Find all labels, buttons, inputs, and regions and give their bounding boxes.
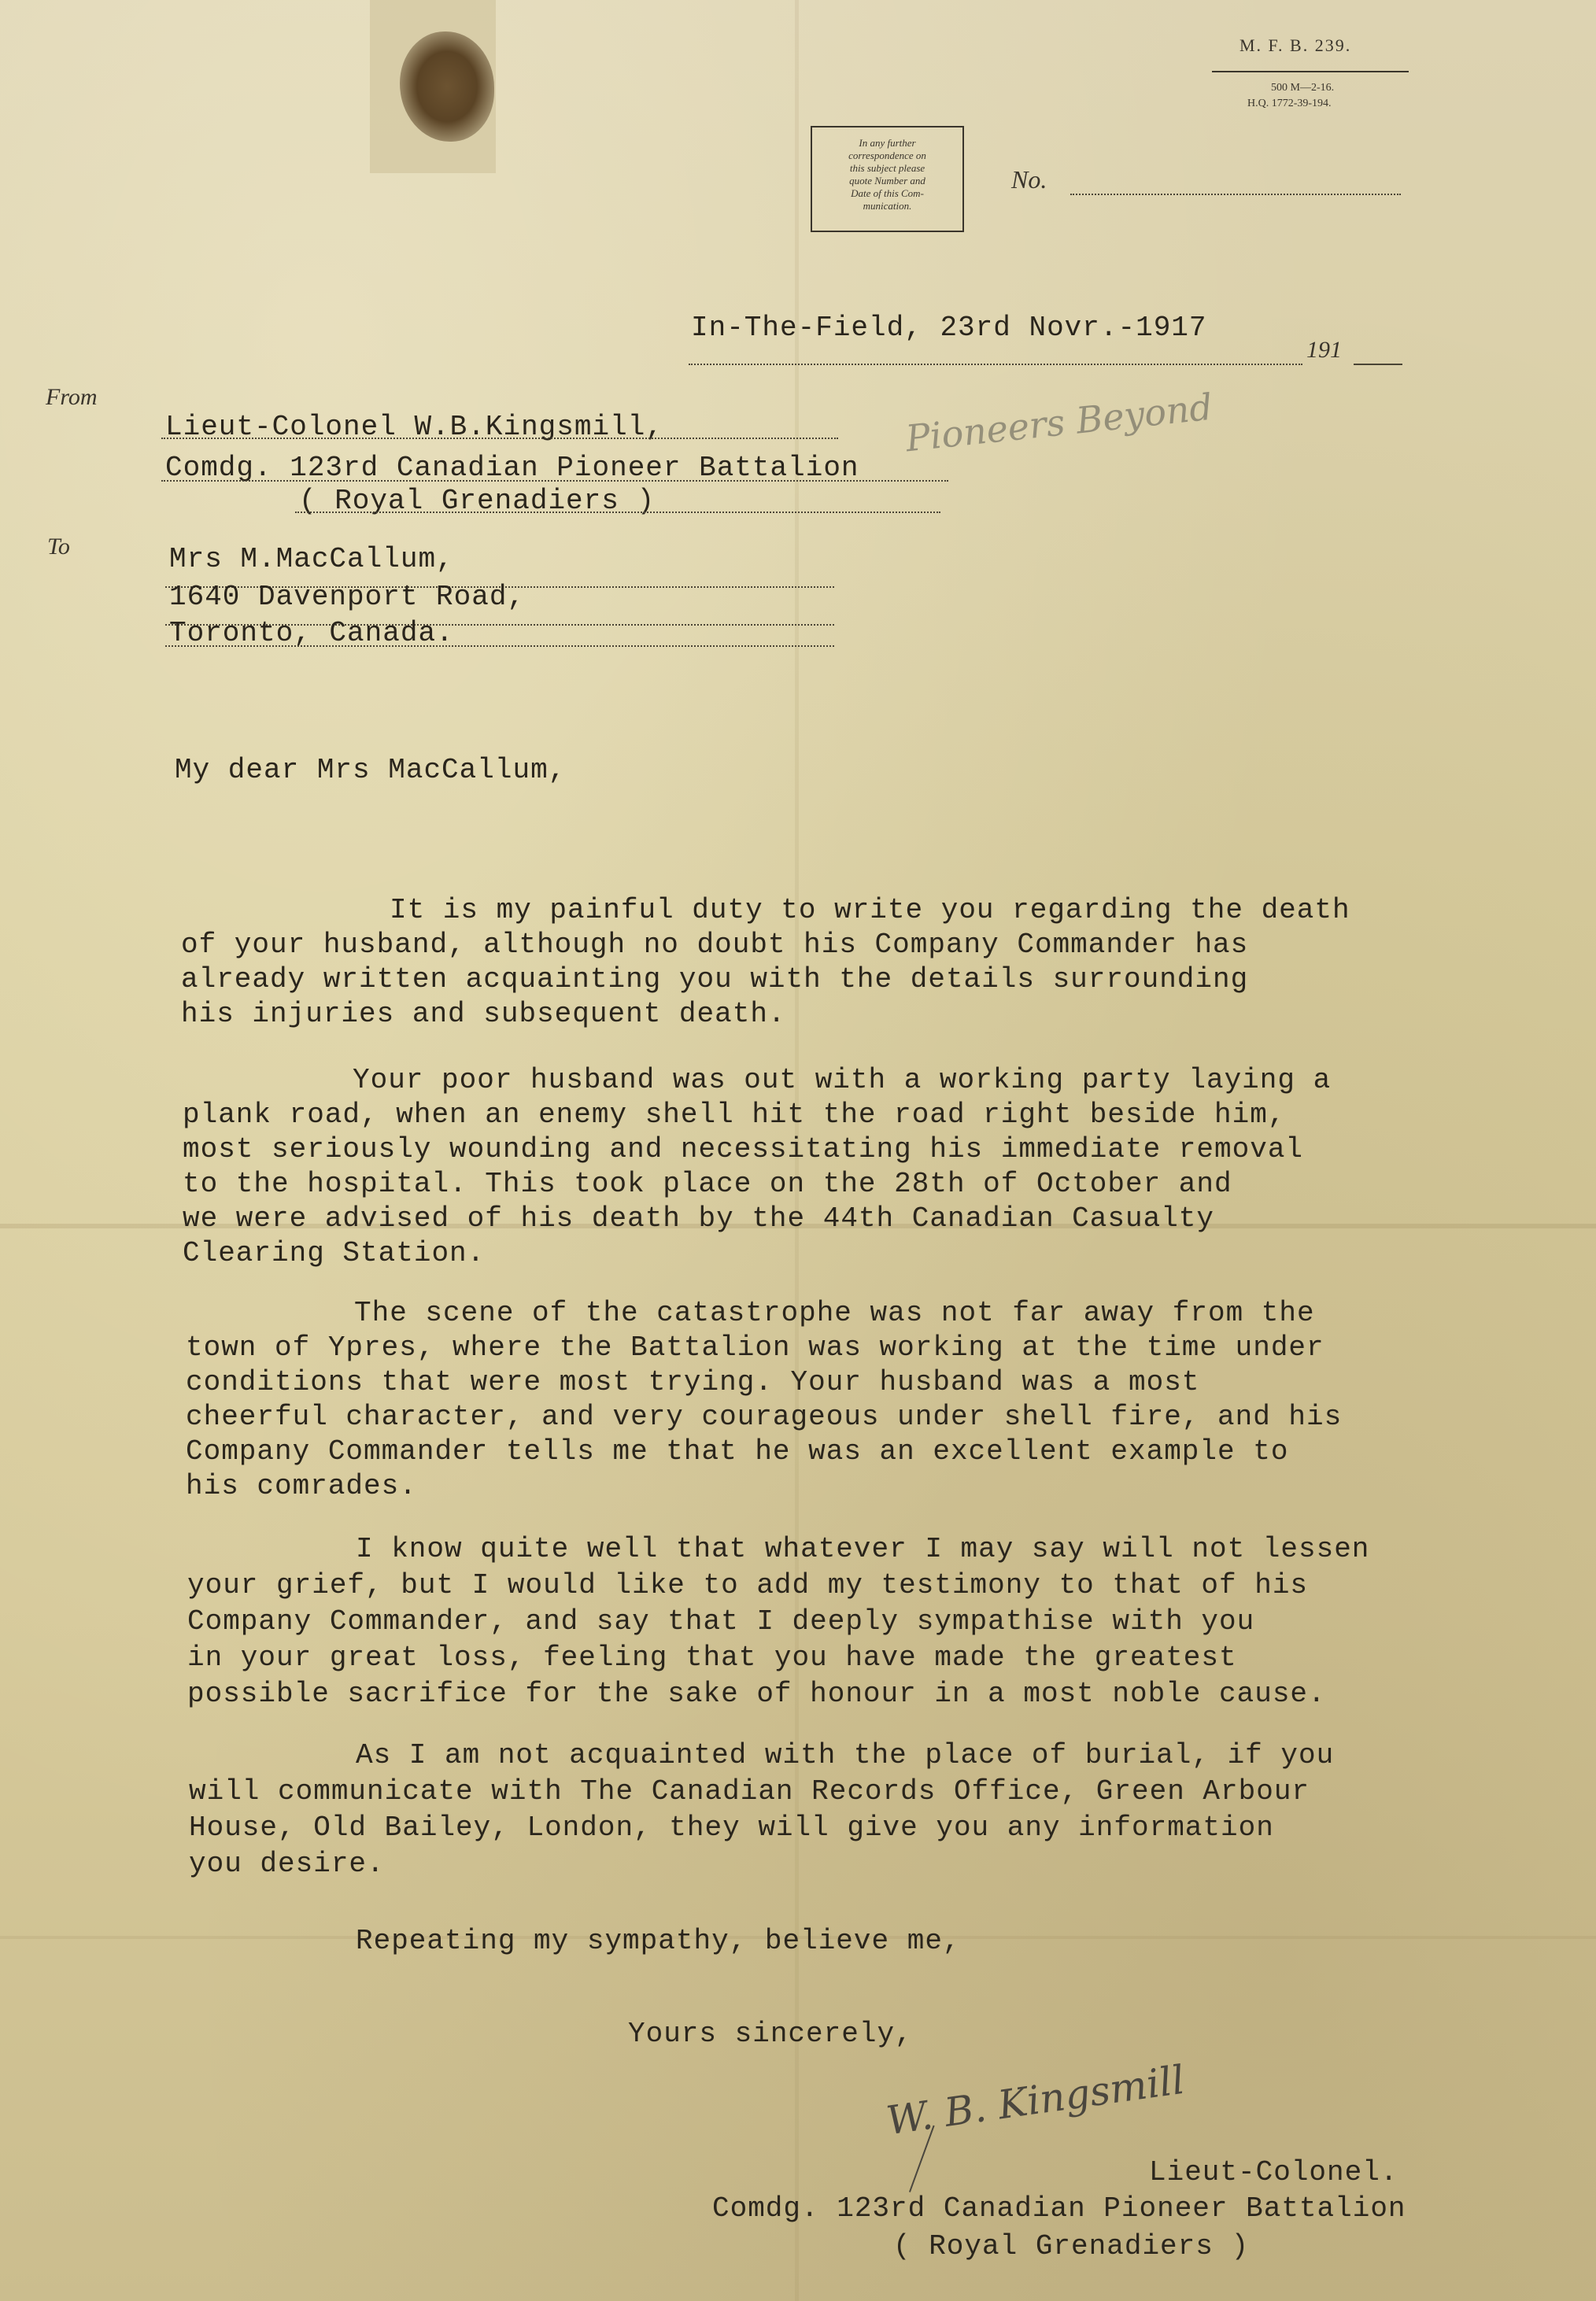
date-dotted-line — [689, 364, 1302, 365]
body-line: his comrades. — [186, 1470, 417, 1502]
body-line: most seriously wounding and necessitating his immediate removal — [183, 1133, 1304, 1165]
body-line: you desire. — [189, 1848, 385, 1880]
number-label: No. — [1011, 165, 1047, 194]
from-line-3: ( Royal Grenadiers ) — [299, 485, 656, 517]
from-dotted-line — [161, 438, 838, 439]
signature-rank: Lieut-Colonel. — [1149, 2156, 1398, 2188]
body-line: we were advised of his death by the 44th Canadian Casualty — [183, 1202, 1215, 1235]
body-line: his injuries and subsequent death. — [181, 998, 786, 1030]
body-line: in your great loss, feeling that you have made the greatest — [187, 1642, 1237, 1674]
reference-box: In any further correspondence on this subject please quote Number and Date of this Com- munication. — [811, 126, 964, 232]
body-line: Company Commander, and say that I deeply sympathise with you — [187, 1605, 1255, 1638]
body-line: will communicate with The Canadian Records Office, Green Arbour — [189, 1775, 1310, 1808]
form-hq-code: H.Q. 1772-39-194. — [1247, 98, 1332, 109]
from-line-2: Comdg. 123rd Canadian Pioneer Battalion — [165, 452, 859, 484]
to-line-1: Mrs M.MacCallum, — [169, 543, 454, 575]
signature-regiment: ( Royal Grenadiers ) — [893, 2230, 1250, 2262]
closing: Yours sincerely, — [628, 2018, 913, 2050]
to-line-2: 1640 Davenport Road, — [169, 581, 526, 613]
handwritten-annotation: Pioneers Beyond — [903, 385, 1215, 460]
year-rule — [1354, 364, 1402, 365]
salutation: My dear Mrs MacCallum, — [175, 754, 567, 786]
signature: W. B. Kingsmill — [883, 2056, 1188, 2144]
from-dotted-line — [295, 512, 940, 513]
body-line: town of Ypres, where the Battalion was working at the time under — [186, 1331, 1324, 1364]
body-line: Repeating my sympathy, believe me, — [356, 1925, 961, 1957]
body-line: I know quite well that whatever I may say will not lessen — [356, 1533, 1370, 1565]
date-line: In-The-Field, 23rd Novr.-1917 — [691, 312, 1207, 344]
printed-year: 191 — [1306, 337, 1342, 363]
form-print-run: 500 M—2-16. — [1271, 82, 1335, 94]
form-number: M. F. B. 239. — [1239, 35, 1352, 55]
body-line: your grief, but I would like to add my testimony to that of his — [187, 1569, 1309, 1601]
body-line: conditions that were most trying. Your husband was a most — [186, 1366, 1200, 1398]
body-line: Clearing Station. — [183, 1237, 486, 1269]
body-line: Company Commander tells me that he was an excellent example to — [186, 1435, 1289, 1468]
to-line-3: Toronto, Canada. — [169, 617, 454, 649]
signature-unit: Comdg. 123rd Canadian Pioneer Battalion — [712, 2192, 1406, 2225]
from-label: From — [46, 384, 98, 410]
body-line: As I am not acquainted with the place of burial, if you — [356, 1739, 1335, 1771]
body-line: to the hospital. This took place on the 28th of October and — [183, 1168, 1232, 1200]
form-rule — [1212, 71, 1409, 72]
body-line: House, Old Bailey, London, they will give you any information — [189, 1812, 1274, 1844]
body-line: of your husband, although no doubt his Company Commander has — [181, 929, 1249, 961]
from-dotted-line — [161, 480, 948, 482]
to-dotted-line — [165, 645, 834, 647]
body-line: It is my painful duty to write you regarding the death — [390, 894, 1350, 926]
body-line: The scene of the catastrophe was not far away from the — [354, 1297, 1315, 1329]
body-line: plank road, when an enemy shell hit the road right beside him, — [183, 1099, 1286, 1131]
body-line: cheerful character, and very courageous under shell fire, and his — [186, 1401, 1343, 1433]
body-line: possible sacrifice for the sake of honour in a most noble cause. — [187, 1678, 1326, 1710]
body-line: already written acquainting you with the details surrounding — [181, 963, 1249, 995]
to-label: To — [47, 534, 70, 560]
number-dotted-line — [1070, 194, 1401, 195]
from-line-1: Lieut-Colonel W.B.Kingsmill, — [165, 411, 663, 443]
body-line: Your poor husband was out with a working party laying a — [353, 1064, 1332, 1096]
